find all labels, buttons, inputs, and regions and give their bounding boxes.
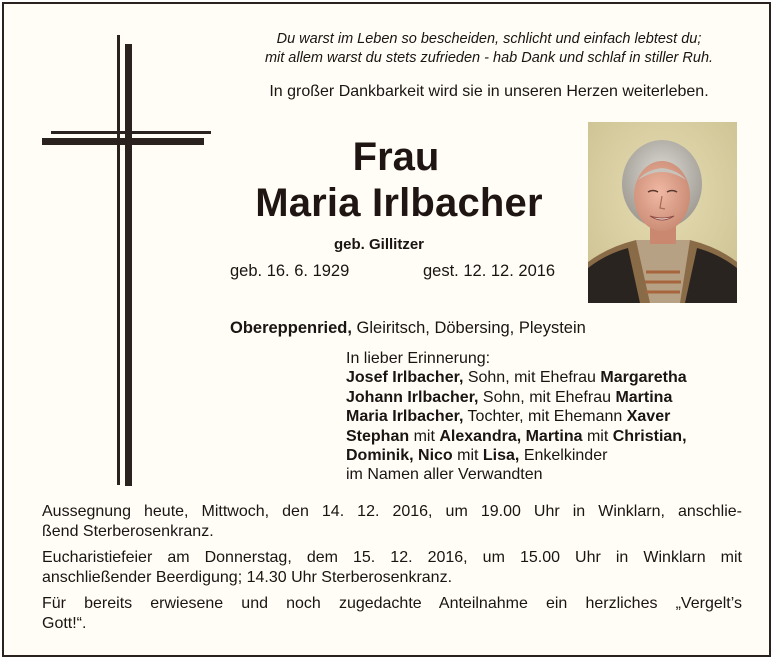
notice-line: Für bereits erwiesene und noch zugedachte Anteilnahme ein herzliches „Vergelt’s xyxy=(42,595,742,613)
poem xyxy=(219,30,759,68)
mourner-name: Lisa, xyxy=(482,447,520,465)
mourner-relation: mit xyxy=(409,427,440,445)
mourner-name: Johann Irlbacher, xyxy=(346,388,479,406)
mourner-line xyxy=(346,388,687,407)
mourner-line xyxy=(346,465,687,484)
notice-funeral xyxy=(42,548,742,587)
places-line xyxy=(230,319,586,338)
notice-line: Gott!“. xyxy=(42,614,87,632)
mourner-relation: mit xyxy=(582,427,613,445)
poem-line-1: Du warst im Leben so bescheiden, schlicht und einfach lebtest du; xyxy=(276,31,702,47)
mourner-name: Margaretha xyxy=(600,369,687,387)
mourner-line xyxy=(346,427,687,446)
cross-horizontal-thin xyxy=(51,131,211,134)
place-main: Obereppenried, xyxy=(230,319,352,337)
birth-date: geb. 16. 6. 1929 xyxy=(230,262,350,280)
mourner-relation: Enkelkinder xyxy=(519,447,608,465)
mourner-name: Christian, xyxy=(612,427,687,445)
mourner-line xyxy=(346,368,687,387)
mourner-name: Maria Irlbacher, xyxy=(346,408,464,426)
notices xyxy=(42,502,742,641)
mourner-name: Josef Irlbacher, xyxy=(346,369,464,387)
mourner-relation: Sohn, mit Ehefrau xyxy=(463,369,601,387)
deceased-name: Maria Irlbacher xyxy=(255,181,543,225)
mourner-line xyxy=(346,446,687,465)
mourner-relation: Sohn, mit Ehefrau xyxy=(478,388,616,406)
cross-horizontal-thick xyxy=(42,138,204,145)
cross-vertical-thin xyxy=(117,35,120,485)
death-date: gest. 12. 12. 2016 xyxy=(423,262,556,280)
deceased-title: Frau xyxy=(352,135,440,179)
notice-line: Eucharistiefeier am Donnerstag, dem 15. 12. 2016, um 15.00 Uhr in Winklarn mit xyxy=(42,549,742,567)
places-other: Gleiritsch, Döbersing, Pleystein xyxy=(351,319,586,337)
maiden-name: geb. Gillitzer xyxy=(334,236,425,253)
mourner-relation: Tochter, mit Ehemann xyxy=(463,408,627,426)
mourners-intro: In lieber Erinnerung: xyxy=(346,350,491,367)
mourner-name: Alexandra, Martina xyxy=(439,427,583,445)
gratitude-line: In großer Dankbarkeit wird sie in unseren Herzen weiterleben. xyxy=(269,83,709,100)
poem-line-2: mit allem warst du stets zufrieden - hab Dank und schlaf in stiller Ruh. xyxy=(264,50,714,66)
notice-line: ßend Sterberosenkranz. xyxy=(42,522,214,540)
notice-blessing xyxy=(42,502,742,541)
mourner-name: Dominik, Nico xyxy=(346,447,453,465)
mourner-relation: im Namen aller Verwandten xyxy=(346,466,543,484)
cross-vertical-thick xyxy=(125,44,132,486)
mourner-name: Xaver xyxy=(626,408,671,426)
notice-line: Aussegnung heute, Mittwoch, den 14. 12. 2016, um 19.00 Uhr in Winklarn, anschlie- xyxy=(42,503,742,520)
mourner-relation: mit xyxy=(452,447,483,465)
mourner-name: Stephan xyxy=(346,427,410,445)
mourner-name: Martina xyxy=(615,388,673,406)
obituary-card xyxy=(2,2,771,657)
name-block xyxy=(219,134,579,226)
mourner-line xyxy=(346,407,687,426)
notice-thanks xyxy=(42,594,742,633)
mourners-list xyxy=(346,349,687,485)
portrait-photo xyxy=(588,122,737,303)
notice-line: anschließender Beerdigung; 14.30 Uhr Sterberosenkranz. xyxy=(42,568,453,586)
